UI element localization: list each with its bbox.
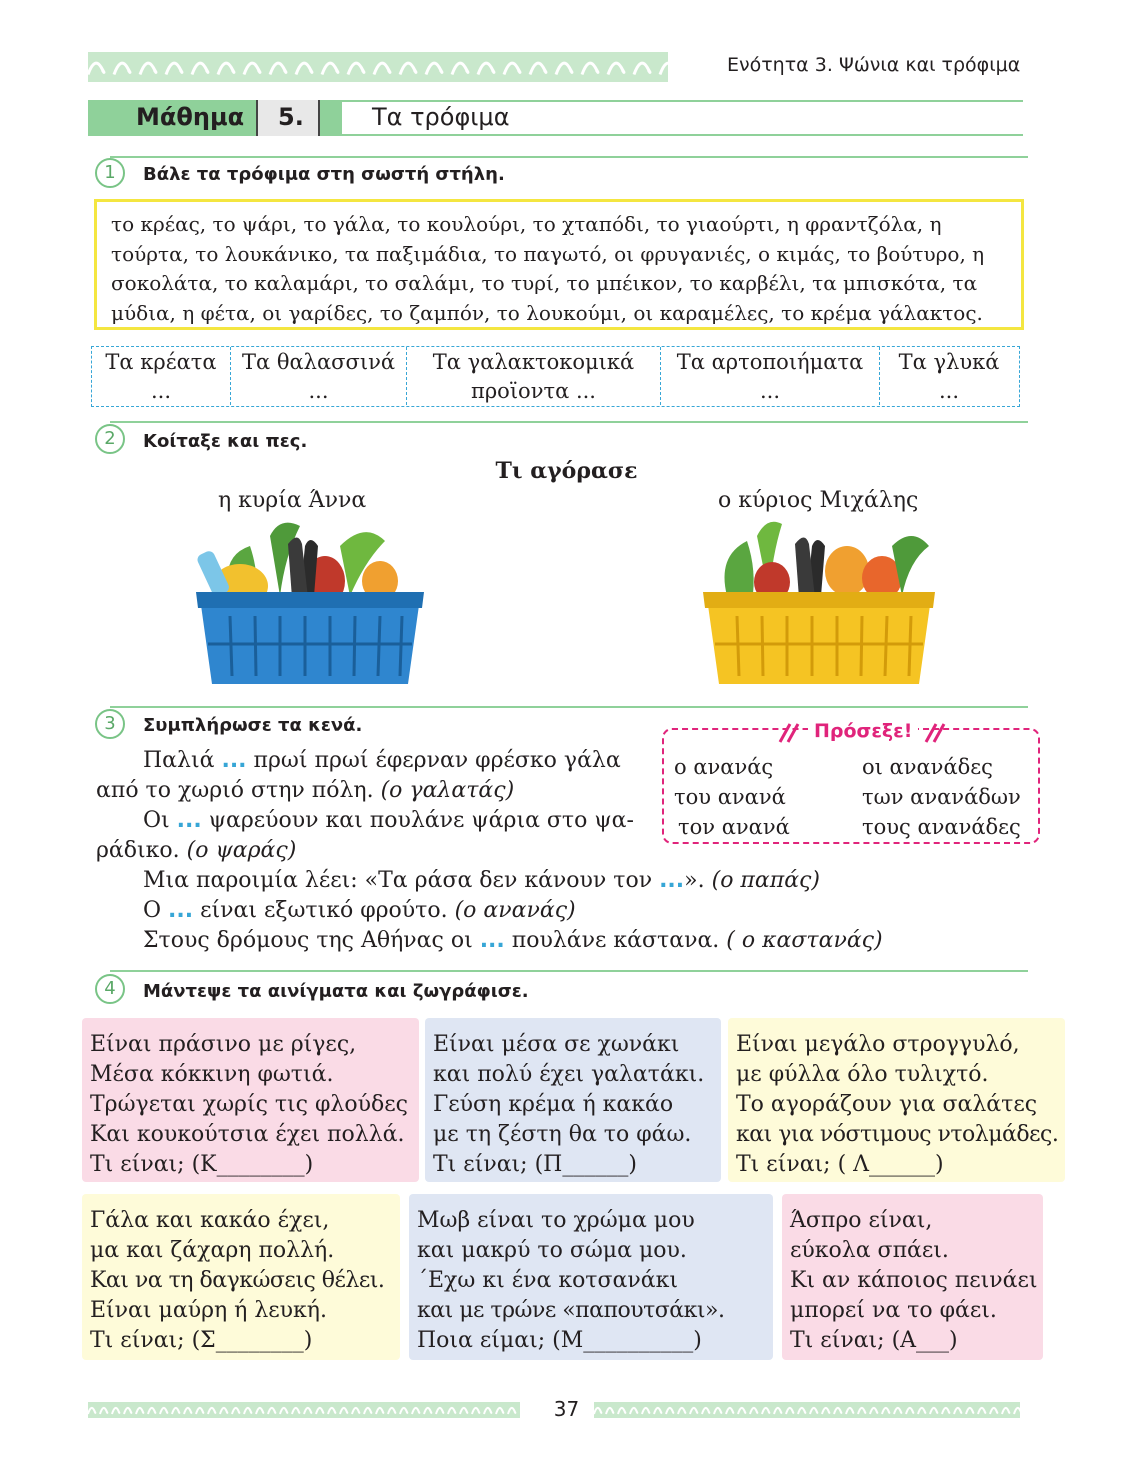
fill-sentence: Οι ... ψαρεύουν και πουλάνε ψάρια στο ψα- [143,808,634,833]
blank[interactable]: ... [221,748,247,773]
double-slash-icon [922,722,952,744]
exercise-title: Κοίταξε και πες. [143,431,308,452]
blank[interactable]: ... [176,808,202,833]
word-bank-line: μύδια, η φέτα, οι γαρίδες, το ζαμπόν, το λουκούμι, οι καραμέλες, το κρέμα γάλακτος. [111,300,983,325]
riddle-card: Είναι μέσα σε χωνάκι και πολύ έχει γαλατάκι. Γεύση κρέμα ή κακάο με τη ζέστη θα το φάω. Τι είναι; (Π______) [425,1018,721,1182]
singular-forms: ο ανανάς του ανανά τον ανανά [674,755,790,839]
category-column[interactable]: Τα γαλακτοκομικά προϊοντα ... [407,347,661,405]
lesson-title: Τα τρόφιμα [372,103,510,131]
yellow-basket-image [697,516,941,684]
blank[interactable]: ... [659,868,685,893]
exercise-title: Βάλε τα τρόφιμα στη σωστή στήλη. [143,164,505,185]
exercise-title: Μάντεψε τα αινίγματα και ζωγράφισε. [143,981,529,1002]
fill-sentence: Στους δρόμους της Αθήνας οι ... πουλάνε κάστανα. ( ο καστανάς) [143,928,883,953]
lesson-number: 5. [278,103,304,131]
unit-title: Ενότητα 3. Ψώνια και τρόφιμα [727,54,1021,76]
category-table [91,346,1020,407]
fill-sentence: ράδικο. (ο ψαράς) [96,838,297,863]
category-column[interactable]: Τα γλυκά ... [898,350,1000,403]
exercise-number: 2 [95,424,125,454]
exercise-number: 4 [95,974,125,1004]
lesson-header [88,100,1023,136]
blank[interactable]: ... [168,898,194,923]
divider [110,970,1028,972]
exercise-number: 1 [95,158,125,188]
decorative-wave-border [88,52,668,82]
riddle-card: Μωβ είναι το χρώμα μου και μακρύ το σώμα μου. ΄Εχω κι ένα κοτσανάκι και με τρώνε «παπουτσάκι». Ποια είμαι; (Μ__________) [409,1194,773,1360]
lesson-label: Μάθημα [136,103,245,131]
double-slash-icon [776,722,802,744]
fill-sentence: από το χωριό στην πόλη. (ο γαλατάς) [96,778,515,803]
category-column[interactable]: Τα αρτοποιήματα ... [661,347,880,405]
riddle-card: Είναι πράσινο με ρίγες, Μέσα κόκκινη φωτιά. Τρώγεται χωρίς τις φλούδες Και κουκούτσια έχει πολλά. Τι είναι; (Κ________) [82,1018,419,1182]
basket-label-left: η κυρία Άννα [218,488,367,513]
plural-forms: οι ανανάδες των ανανάδων τους ανανάδες [862,755,1021,839]
attention-title: Πρόσεξε! [808,720,918,742]
category-column[interactable]: Τα κρέατα ... [92,347,231,405]
riddle-card: Γάλα και κακάο έχει, μα και ζάχαρη πολλή. Και να τη δαγκώσεις θέλει. Είναι μαύρη ή λευκή. Τι είναι; (Σ________) [82,1194,400,1360]
fill-sentence: Παλιά ... πρωί πρωί έφερναν φρέσκο γάλα [143,748,621,773]
blue-basket-image [190,516,430,684]
riddle-card: Άσπρο είναι, εύκολα σπάει. Κι αν κάποιος πεινάει μπορεί να το φάει. Τι είναι; (Α___) [782,1194,1043,1360]
word-bank [94,199,1024,330]
word-bank-line: σοκολάτα, το καλαμάρι, το σαλάμι, το τυρί, το μπέικον, το καρβέλι, τα μπισκότα, τα [111,271,978,295]
divider [110,156,1028,158]
page-number: 37 [553,1397,580,1421]
exercise-number: 3 [95,709,125,739]
divider [110,706,1028,708]
divider [110,421,1028,423]
basket-label-right: ο κύριος Μιχάλης [718,488,919,513]
fill-sentence: Ο ... είναι εξωτικό φρούτο. (ο ανανάς) [143,898,576,923]
fill-sentence: Μια παροιμία λέει: «Τα ράσα δεν κάνουν τον ...». (ο παπάς) [143,868,820,893]
exercise-title: Συμπλήρωσε τα κενά. [143,715,363,736]
word-bank-line: το κρέας, το ψάρι, το γάλα, το κουλούρι, το χταπόδι, το γιαούρτι, η φραντζόλα, η [111,212,942,236]
category-column[interactable]: Τα θαλασσινά ... [231,347,407,405]
blank[interactable]: ... [479,928,505,953]
section-heading: Τι αγόρασε [495,458,638,484]
riddle-card: Είναι μεγάλο στρογγυλό, με φύλλα όλο τυλιχτό. Το αγοράζουν για σαλάτες και για νόστιμους ντολμάδες. Τι είναι; ( Λ______) [728,1018,1065,1182]
word-bank-line: τούρτα, το λουκάνικο, τα παξιμάδια, το παγωτό, οι φρυγανιές, ο κιμάς, το βούτυρο, η [111,241,985,266]
footer-border-right [594,1402,1020,1418]
